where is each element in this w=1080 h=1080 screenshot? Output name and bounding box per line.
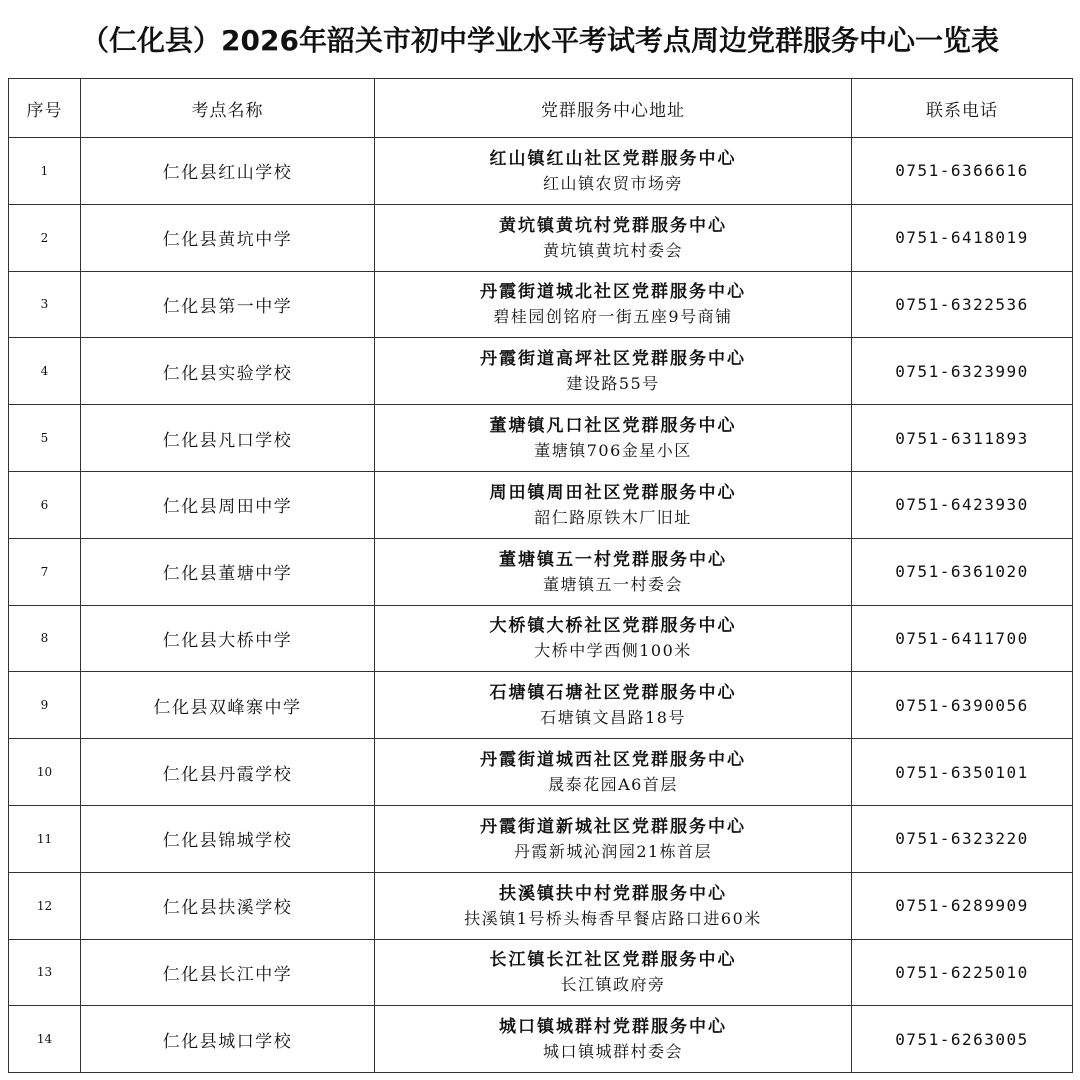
header-center-address: 党群服务中心地址 (375, 79, 852, 138)
service-center-name: 城口镇城群村党群服务中心 (499, 1017, 727, 1038)
service-center-name: 丹霞街道高坪社区党群服务中心 (480, 349, 746, 370)
exam-site-name: 仁化县丹霞学校 (81, 739, 375, 806)
table-row (9, 405, 1073, 472)
service-center-address: 碧桂园创铭府一街五座9号商铺 (493, 307, 733, 327)
service-center-address: 石塘镇文昌路18号 (540, 708, 686, 728)
exam-site-name: 仁化县董塘中学 (81, 538, 375, 605)
row-number: 3 (9, 271, 81, 338)
row-number: 10 (9, 739, 81, 806)
service-center-name: 董塘镇凡口社区党群服务中心 (489, 416, 737, 437)
exam-site-name: 仁化县城口学校 (81, 1006, 375, 1073)
service-center-address: 晟泰花园A6首层 (548, 775, 678, 795)
service-center-name: 长江镇长江社区党群服务中心 (489, 950, 737, 971)
table-row (9, 939, 1073, 1006)
contact-phone: 0751-6289909 (852, 872, 1073, 939)
contact-phone: 0751-6311893 (852, 405, 1073, 472)
table-row (9, 805, 1073, 872)
service-center-name: 大桥镇大桥社区党群服务中心 (489, 616, 737, 637)
service-center-address: 大桥中学西侧100米 (534, 641, 692, 661)
service-center-cell (375, 338, 852, 405)
table-row (9, 204, 1073, 271)
contact-phone: 0751-6366616 (852, 138, 1073, 205)
row-number: 7 (9, 538, 81, 605)
exam-site-name: 仁化县黄坑中学 (81, 204, 375, 271)
row-number: 2 (9, 204, 81, 271)
service-center-address: 韶仁路原铁木厂旧址 (534, 507, 692, 527)
row-number: 6 (9, 471, 81, 538)
contact-phone: 0751-6390056 (852, 672, 1073, 739)
service-center-name: 黄坑镇黄坑村党群服务中心 (499, 215, 727, 236)
contact-phone: 0751-6322536 (852, 271, 1073, 338)
row-number: 11 (9, 805, 81, 872)
exam-site-name: 仁化县长江中学 (81, 939, 375, 1006)
table-row (9, 739, 1073, 806)
header-school: 考点名称 (81, 79, 375, 138)
service-center-address: 黄坑镇黄坑村委会 (542, 240, 683, 260)
contact-phone: 0751-6418019 (852, 204, 1073, 271)
service-center-address: 长江镇政府旁 (560, 975, 666, 995)
table-row (9, 1006, 1073, 1073)
service-center-address: 董塘镇706金星小区 (534, 441, 692, 461)
header-phone: 联系电话 (852, 79, 1073, 138)
service-center-address: 丹霞新城沁润园21栋首层 (513, 841, 713, 861)
row-number: 14 (9, 1006, 81, 1073)
service-center-address: 扶溪镇1号桥头梅香早餐店路口进60米 (464, 908, 762, 928)
service-center-cell (375, 805, 852, 872)
service-center-name: 丹霞街道新城社区党群服务中心 (480, 816, 746, 837)
service-center-name: 丹霞街道城北社区党群服务中心 (480, 282, 746, 303)
exam-site-name: 仁化县凡口学校 (81, 405, 375, 472)
table-row (9, 872, 1073, 939)
contact-phone: 0751-6225010 (852, 939, 1073, 1006)
service-center-name: 红山镇红山社区党群服务中心 (489, 148, 737, 169)
table-row (9, 538, 1073, 605)
service-center-name: 丹霞街道城西社区党群服务中心 (480, 750, 746, 771)
exam-site-name: 仁化县双峰寨中学 (81, 672, 375, 739)
contact-phone: 0751-6350101 (852, 739, 1073, 806)
exam-site-name: 仁化县周田中学 (81, 471, 375, 538)
service-center-name: 石塘镇石塘社区党群服务中心 (489, 683, 737, 704)
row-number: 8 (9, 605, 81, 672)
service-center-cell (375, 271, 852, 338)
exam-site-name: 仁化县锦城学校 (81, 805, 375, 872)
service-center-cell (375, 538, 852, 605)
row-number: 1 (9, 138, 81, 205)
table-header-row (9, 79, 1073, 138)
service-center-address: 建设路55号 (566, 374, 660, 394)
service-center-cell (375, 872, 852, 939)
row-number: 12 (9, 872, 81, 939)
contact-phone: 0751-6361020 (852, 538, 1073, 605)
row-number: 4 (9, 338, 81, 405)
contact-phone: 0751-6323220 (852, 805, 1073, 872)
exam-site-name: 仁化县第一中学 (81, 271, 375, 338)
table-row (9, 271, 1073, 338)
service-center-cell (375, 939, 852, 1006)
service-center-cell (375, 672, 852, 739)
service-center-name: 周田镇周田社区党群服务中心 (489, 482, 737, 503)
service-center-address: 董塘镇五一村委会 (542, 574, 683, 594)
exam-site-name: 仁化县扶溪学校 (81, 872, 375, 939)
service-center-address: 红山镇农贸市场旁 (542, 173, 683, 193)
contact-phone: 0751-6411700 (852, 605, 1073, 672)
service-center-cell (375, 605, 852, 672)
service-center-address: 城口镇城群村委会 (542, 1042, 683, 1062)
row-number: 13 (9, 939, 81, 1006)
service-center-name: 扶溪镇扶中村党群服务中心 (499, 883, 727, 904)
service-center-cell (375, 1006, 852, 1073)
service-center-cell (375, 739, 852, 806)
table-row (9, 605, 1073, 672)
row-number: 9 (9, 672, 81, 739)
service-center-cell (375, 405, 852, 472)
table-row (9, 338, 1073, 405)
page-title: （仁化县）2026年韶关市初中学业水平考试考点周边党群服务中心一览表 (81, 24, 999, 57)
exam-site-name: 仁化县大桥中学 (81, 605, 375, 672)
service-center-name: 董塘镇五一村党群服务中心 (499, 549, 727, 570)
service-center-cell (375, 204, 852, 271)
row-number: 5 (9, 405, 81, 472)
contact-phone: 0751-6323990 (852, 338, 1073, 405)
table-body (9, 138, 1073, 1073)
header-no: 序号 (9, 79, 81, 138)
exam-site-table (8, 78, 1073, 1073)
exam-site-name: 仁化县实验学校 (81, 338, 375, 405)
table-row (9, 471, 1073, 538)
contact-phone: 0751-6263005 (852, 1006, 1073, 1073)
service-center-cell (375, 138, 852, 205)
table-row (9, 672, 1073, 739)
service-center-cell (375, 471, 852, 538)
contact-phone: 0751-6423930 (852, 471, 1073, 538)
table-row (9, 138, 1073, 205)
exam-site-name: 仁化县红山学校 (81, 138, 375, 205)
